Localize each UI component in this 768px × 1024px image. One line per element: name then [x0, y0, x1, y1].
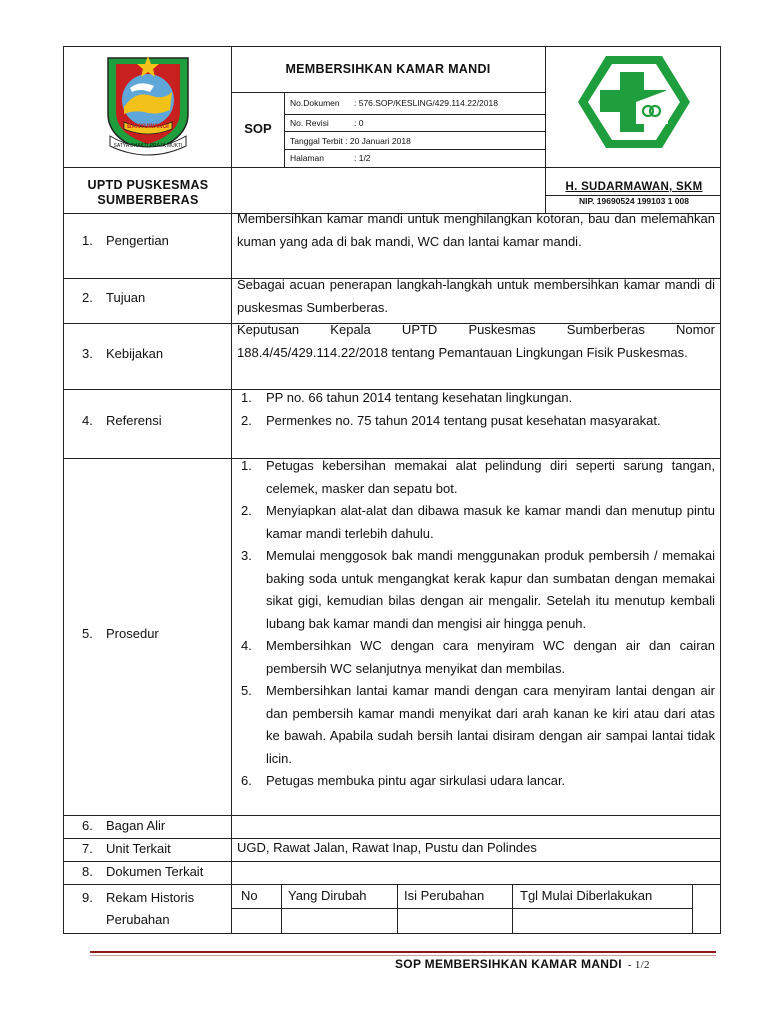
pengertian-text: Membersihkan kamar mandi untuk menghilangkan kotoran, bau dan melemahkan kuman yang ada di bak mandi, WC dan lantai kamar mandi. [237, 211, 715, 249]
list-item [237, 635, 715, 680]
item-number: 1. [241, 390, 252, 405]
history-col-yang-dirubah: Yang Dirubah [288, 888, 367, 903]
section-label-continued: Perubahan [106, 912, 170, 927]
section-number: 4. [82, 413, 93, 428]
meta-tanggal-terbit: Tanggal Terbit : 20 Januari 2018 [290, 136, 411, 146]
header-divider [284, 131, 545, 132]
unit-terkait-text: UGD, Rawat Jalan, Rawat Inap, Pustu dan Polindes [237, 840, 537, 855]
footer [395, 957, 650, 971]
header-divider [284, 92, 285, 167]
header-divider [63, 167, 721, 168]
label-bagan-alir [82, 818, 165, 833]
list-item [237, 387, 715, 410]
history-table-line [231, 908, 693, 909]
svg-text:SATYA BHAKTI PRAJA MUKTI: SATYA BHAKTI PRAJA MUKTI [113, 143, 183, 149]
history-col-isi-perubahan: Isi Perubahan [404, 888, 485, 903]
unit-name-line: SUMBERBERAS [97, 193, 199, 207]
list-item [237, 545, 715, 635]
history-col-no: No [241, 888, 258, 903]
section-label: Referensi [106, 413, 162, 428]
footer-title: SOP MEMBERSIHKAN KAMAR MANDI [395, 957, 622, 971]
section-label: Prosedur [106, 626, 159, 641]
section-number: 5. [82, 626, 93, 641]
section-number: 8. [82, 864, 93, 879]
svg-text:BANYUWANGI: BANYUWANGI [127, 124, 169, 130]
history-table-line [512, 884, 513, 934]
item-text: Petugas membuka pintu agar sirkulasi udara lancar. [266, 773, 566, 788]
puskesmas-logo [576, 54, 692, 155]
prosedur-list [237, 455, 715, 793]
footer-rule [90, 951, 716, 953]
signer-nip: NIP. 19690524 199103 1 008 [579, 196, 689, 206]
header-divider [545, 46, 546, 213]
signer-name: H. SUDARMAWAN, SKM [565, 181, 703, 193]
item-text: Membersihkan WC dengan cara menyiram WC dengan air dan cairan pembersih WC selanjutnya menyikat dan membilas. [266, 638, 715, 676]
section-label: Dokumen Terkait [106, 864, 204, 879]
item-number: 5. [241, 683, 252, 698]
row-divider [63, 884, 721, 885]
list-item [237, 770, 715, 793]
meta-value: : 576.SOP/KESLING/429.114.22/2018 [354, 98, 498, 108]
document-title: MEMBERSIHKAN KAMAR MANDI [285, 62, 491, 76]
item-text: Petugas kebersihan memakai alat pelindung diri seperti sarung tangan, celemek, masker dan sepatu bot. [266, 458, 715, 496]
item-number: 6. [241, 773, 252, 788]
meta-key: No. Revisi [290, 118, 329, 128]
meta-halaman [290, 153, 371, 163]
history-table-line [397, 884, 398, 934]
list-item [237, 680, 715, 770]
label-rekam-historis [82, 887, 194, 931]
item-number: 2. [241, 412, 252, 428]
section-number: 9. [82, 890, 93, 905]
section-label: Tujuan [106, 290, 146, 305]
section-number: 1. [82, 233, 93, 248]
footer-page: - 1/2 [627, 959, 650, 971]
label-pengertian [82, 233, 169, 248]
label-tujuan [82, 290, 145, 305]
list-item [237, 500, 715, 545]
item-text: Membersihkan lantai kamar mandi dengan cara menyiram lantai dengan air dan pembersih kamar mandi menyikat dari arah kanan ke kiri atau dari atas ke bawah. Apabila sudah bersih lantai disiram dengan air sampai lantai tidak licin. [266, 683, 715, 766]
item-number: 3. [241, 548, 252, 563]
section-number: 7. [82, 841, 93, 856]
meta-value: : 0 [354, 118, 364, 128]
section-label: Bagan Alir [106, 818, 166, 833]
unit-name [64, 178, 232, 208]
list-item [237, 410, 715, 433]
column-divider [231, 167, 232, 934]
label-unit-terkait [82, 841, 171, 856]
section-number: 2. [82, 290, 93, 305]
section-label: Kebijakan [106, 346, 164, 361]
history-table-line [281, 884, 282, 934]
item-text: Menyiapkan alat-alat dan dibawa masuk ke kamar mandi dan menutup pintu kamar mandi terlebih dahulu. [266, 503, 715, 541]
header-divider [231, 92, 545, 93]
section-number: 3. [82, 346, 93, 361]
header-divider [284, 114, 545, 115]
item-number: 2. [241, 503, 252, 518]
list-item [237, 455, 715, 500]
banyuwangi-logo [100, 52, 196, 167]
section-label: Rekam Historis [106, 890, 195, 905]
section-label: Pengertian [106, 233, 169, 248]
unit-name-line: UPTD PUSKESMAS [87, 178, 209, 192]
label-dokumen-terkait [82, 864, 203, 879]
header-divider [284, 149, 545, 150]
item-number: 1. [241, 458, 252, 473]
history-table-line [692, 884, 693, 934]
item-text: PP no. 66 tahun 2014 tentang kesehatan lingkungan. [266, 390, 573, 405]
sop-label: SOP [244, 121, 272, 136]
footer-rule-shadow [90, 955, 716, 956]
meta-value: : 1/2 [354, 153, 371, 163]
section-number: 6. [82, 818, 93, 833]
meta-key: Halaman [290, 153, 325, 163]
kebijakan-text: Keputusan Kepala UPTD Puskesmas Sumberberas Nomor 188.4/45/429.114.22/2018 tentang Pemantauan Lingkungan Fisik Puskesmas. [237, 322, 715, 360]
label-referensi [82, 413, 162, 428]
section-label: Unit Terkait [106, 841, 171, 856]
meta-no-revisi [290, 118, 363, 128]
item-text: Permenkes no. 75 tahun 2014 tentang pusat kesehatan masyarakat. [266, 412, 661, 428]
history-col-tgl-mulai: Tgl Mulai Diberlakukan [520, 888, 653, 903]
meta-key: No.Dokumen [290, 98, 340, 108]
meta-no-dokumen [290, 98, 498, 108]
row-divider [63, 815, 721, 816]
label-kebijakan [82, 346, 163, 361]
label-prosedur [82, 626, 159, 641]
tujuan-text: Sebagai acuan penerapan langkah-langkah untuk membersihkan kamar mandi di puskesmas Sumberberas. [237, 277, 715, 315]
row-divider [63, 861, 721, 862]
item-text: Memulai menggosok bak mandi menggunakan produk pembersih / memakai baking soda untuk mengangkat kerak kapur dan sumbatan dengan memakai sikat gigi, kemudian bilas dengan air mengalir. Setelah itu menutup kembali lubang bak kamar mandi dan mengisi air hingga penuh. [266, 548, 715, 631]
item-number: 4. [241, 638, 252, 653]
referensi-list [237, 387, 715, 432]
